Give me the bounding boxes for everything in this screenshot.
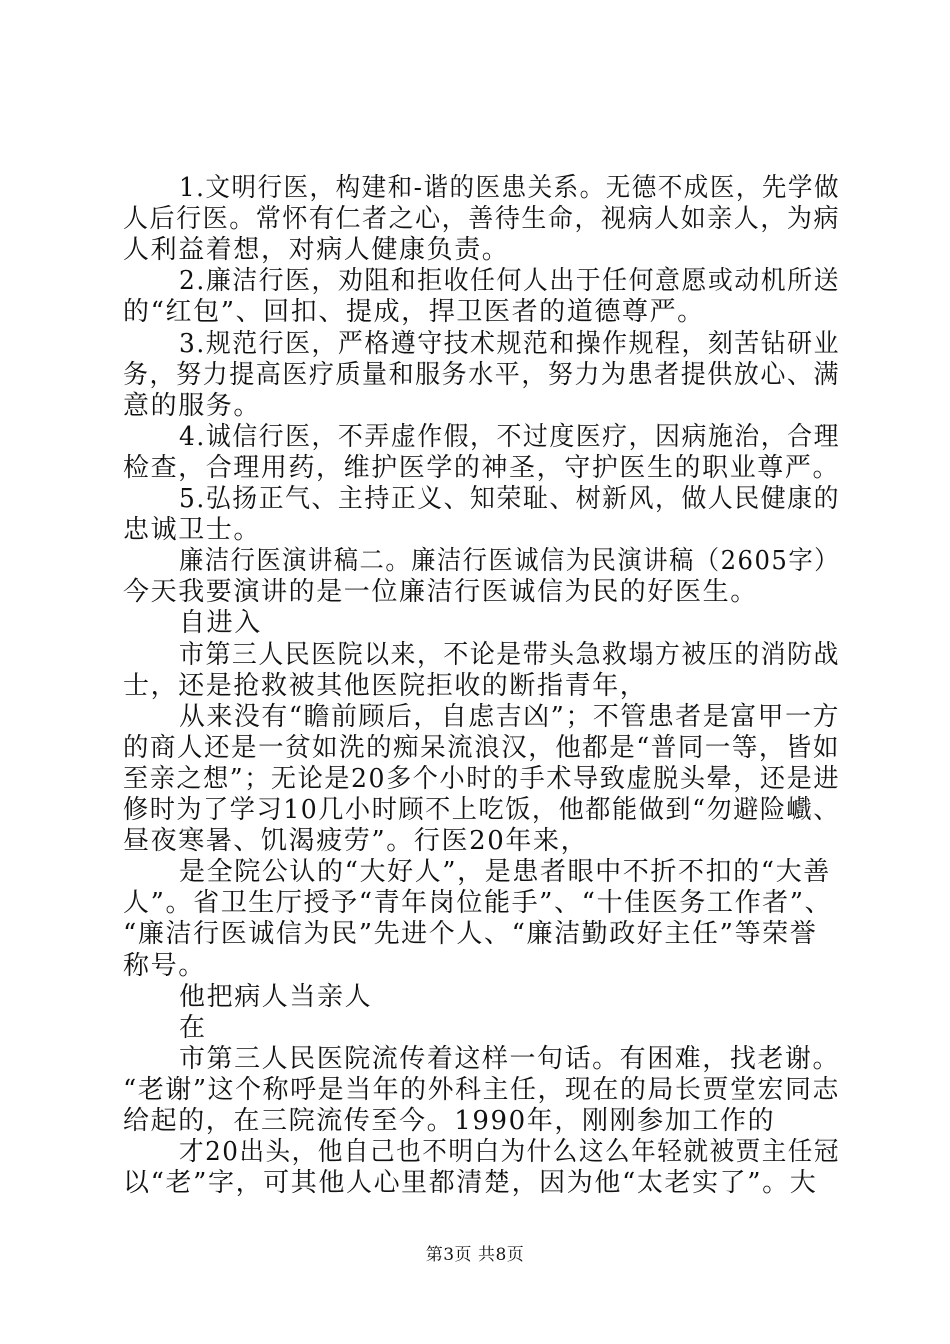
body-text-line: 意的服务。 xyxy=(123,390,262,421)
body-text-line: 今天我要演讲的是一位廉洁行医诚信为民的好医生。 xyxy=(123,577,758,608)
body-text-line: 给起的，在三院流传至今。1990年，刚刚参加工作的 xyxy=(123,1106,776,1136)
body-text-line: 3.规范行医，严格遵守技术规范和操作规程，刻苦钻研业 xyxy=(179,328,841,359)
body-text-line: “廉洁行医诚信为民”先进个人、“廉洁勤政好主任”等荣誉 xyxy=(123,919,818,950)
body-text-line: “老谢”这个称呼是当年的外科主任，现在的局长贾堂宏同志 xyxy=(123,1074,840,1105)
body-text-line: 2.廉洁行医，劝阻和拒收任何人出于任何意愿或动机所送 xyxy=(179,266,841,297)
body-text-line: 在 xyxy=(179,1012,207,1043)
body-text-line: 市第三人民医院流传着这样一句话。有困难，找老谢。 xyxy=(179,1043,841,1074)
body-text-line: 1.文明行医，构建和-谐的医患关系。无德不成医，先学做 xyxy=(179,173,840,203)
body-text-line: 检查，合理用药，维护医学的神圣，守护医生的职业尊严。 xyxy=(123,452,841,483)
body-text-line: 的“红包”、回扣、提成，捍卫医者的道德尊严。 xyxy=(123,297,705,328)
body-text-line: 市第三人民医院以来，不论是带头急救塌方被压的消防战 xyxy=(179,639,840,670)
body-text-line: 忠诚卫士。 xyxy=(123,515,262,546)
page-footer: 第3页 共8页 xyxy=(425,1245,525,1265)
body-text-line: 从来没有“瞻前顾后，自虑吉凶”；不管患者是富甲一方 xyxy=(179,701,841,732)
body-text-line: 自进入 xyxy=(179,608,262,639)
body-text-line: 以“老”字，可其他人心里都清楚，因为他“太老实了”。大 xyxy=(123,1168,818,1199)
body-text-line: 昼夜寒暑、饥渴疲劳”。行医20年来， xyxy=(123,826,589,857)
body-text-line: 士，还是抢救被其他医院拒收的断指青年， xyxy=(123,670,648,701)
body-text-line: 的商人还是一贫如洗的痴呆流浪汉，他都是“普同一等，皆如 xyxy=(123,732,840,763)
body-text-line: 他把病人当亲人 xyxy=(179,981,373,1012)
body-text-line: 才20出头，他自己也不明白为什么这么年轻就被贾主任冠 xyxy=(179,1137,841,1168)
body-text-line: 是全院公认的“大好人”，是患者眼中不折不扣的“大善 xyxy=(179,857,831,888)
body-text-line: 修时为了学习10几小时顾不上吃饭，他都能做到“勿避险巇、 xyxy=(123,795,841,825)
body-text-line: 廉洁行医演讲稿二。廉洁行医诚信为民演讲稿（2605字） xyxy=(179,546,840,577)
body-text-line: 5.弘扬正气、主持正义、知荣耻、树新风，做人民健康的 xyxy=(179,484,841,514)
body-text-line: 称号。 xyxy=(123,950,206,981)
body-text-line: 人利益着想，对病人健康负责。 xyxy=(123,235,510,266)
body-text-line: 务，努力提高医疗质量和服务水平，努力为患者提供放心、满 xyxy=(123,359,841,390)
body-text-line: 人”。省卫生厅授予“青年岗位能手”、“十佳医务工作者”、 xyxy=(123,888,833,919)
body-text-line: 4.诚信行医，不弄虚作假，不过度医疗，因病施治，合理 xyxy=(179,421,841,452)
body-text-line: 人后行医。常怀有仁者之心，善待生命，视病人如亲人，为病 xyxy=(123,204,841,235)
body-text-line: 至亲之想”；无论是20多个小时的手术导致虚脱头晕，还是进 xyxy=(123,763,841,794)
